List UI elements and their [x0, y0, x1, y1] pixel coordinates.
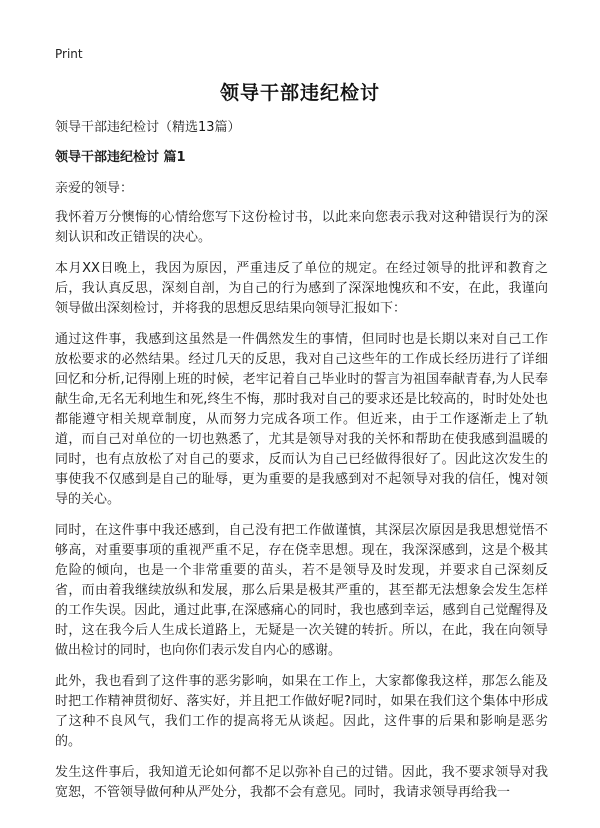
document-title: 领导干部违纪检讨: [219, 82, 380, 104]
print-link[interactable]: Print: [55, 47, 83, 61]
paragraph: 此外，我也看到了这件事的恶劣影响，如果在工作上，大家都像我这样，那怎么能及时把工作精神贯彻好、落实好，并且把工作做好呢?同时，如果在我们这个集体中形成了这种不良风气，我们工作的提高将无从谈起。因此，这件事的后果和影响是恶劣的。: [55, 674, 548, 749]
document-subtitle: 领导干部违纪检讨（精选13篇）: [55, 120, 241, 135]
paragraph: 同时，在这件事中我还感到，自己没有把工作做谨慎，其深层次原因是我思想觉悟不够高，对重要事项的重视严重不足，存在侥幸思想。现在，我深深感到，这是个极其危险的倾向，也是一个非常重要的苗头，若不是领导及时发现，并要求自己深刻反省，而由着我继续放纵和发展，那么后果是极其严重的，甚至都无法想象会发生怎样的工作失误。因此，通过此事,在深感痛心的同时，我也感到幸运，感到自己觉醒得及时，这在我今后人生成长道路上，无疑是一次关键的转折。所以，在此，我在向领导做出检讨的同时，也向你们表示发自内心的感谢。: [55, 523, 548, 658]
paragraph: 本月XX日晚上，我因为原因，严重违反了单位的规定。在经过领导的批评和教育之后，我认真反思，深刻自剖，为自己的行为感到了深深地愧疚和不安，在此，我谨向领导做出深刻检讨，并将我的思想反思结果向领导汇报如下：: [55, 261, 548, 316]
paragraph: 我怀着万分懊悔的心情给您写下这份检讨书，以此来向您表示我对这种错误行为的深刻认识和改正错误的决心。: [55, 210, 548, 245]
paragraph: 通过这件事，我感到这虽然是一件偶然发生的事情，但同时也是长期以来对自己工作放松要求的必然结果。经过几天的反思，我对自己这些年的工作成长经历进行了详细回忆和分析,记得刚上班的时候，老牢记着自己毕业时的誓言为祖国奉献青春,为人民奉献生命,无名无利地生和死,终生不悔，那时我对自己的要求还是比较高的，时时处处也都能遵守相关规章制度，从而努力完成各项工作。但近来，由于工作逐渐走上了轨道，而自己对单位的一切也熟悉了，尤其是领导对我的关怀和帮助在使我感到温暖的同时，也有点放松了对自己的要求，反而认为自己已经做得很好了。因此这次发生的事使我不仅感到是自己的耻辱，更为重要的是我感到对不起领导对我的信任，愧对领导的关心。: [55, 332, 548, 507]
paragraph: 发生这件事后，我知道无论如何都不足以弥补自己的过错。因此，我不要求领导对我宽恕，不管领导做何种从严处分，我都不会有意见。同时，我请求领导再给我一: [55, 765, 548, 800]
document-body: [55, 119, 548, 814]
salutation: 亲爱的领导：: [55, 181, 134, 196]
section-heading: 领导干部违纪检讨 篇1: [55, 150, 186, 165]
